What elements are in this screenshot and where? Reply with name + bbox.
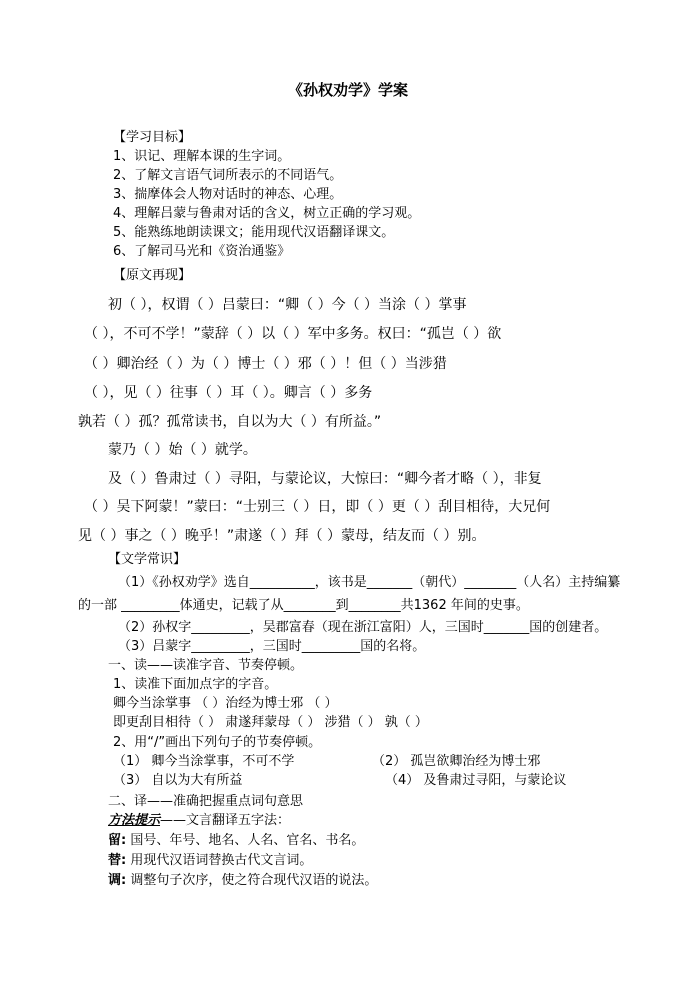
lit-line: （2）孙权字_________，吴郡富春（现在浙江富阳）人，三国时_______国的创建者。 <box>118 620 608 635</box>
goal-item: 4、理解吕蒙与鲁肃对话的含义，树立正确的学习观。 <box>113 206 421 221</box>
method-key: 调: <box>108 873 127 888</box>
text-line: 蒙乃（ ）始（ ）就学。 <box>108 442 257 458</box>
goal-item: 3、揣摩体会人物对话时的神态、心理。 <box>113 187 343 202</box>
goal-item: 2、了解文言语气词所表示的不同语气。 <box>113 168 343 183</box>
method-text: 国号、年号、地名、人名、官名、书名。 <box>126 833 365 848</box>
rhythm-item: （2） 孤岂欲卿治经为博士邪 <box>372 754 541 769</box>
text-line: （ ）卿治经（ ）为（ ）博士（ ）邪（ ）！但（ ）当涉猎 <box>84 356 447 372</box>
text-line: （ ），不可不学！”蒙辞（ ）以（ ）军中多务。权曰：“孤岂（ ）欲 <box>84 326 502 342</box>
text-line: 初（ ），权谓（ ）吕蒙曰：“卿（ ）今（ ）当涂（ ）掌事 <box>108 297 467 313</box>
method-hint <box>108 814 290 827</box>
method-text: 用现代汉语词替换古代文言词。 <box>126 853 313 868</box>
method-text: 调整句子次序，使之符合现代汉语的说法。 <box>126 873 378 888</box>
method-item <box>108 874 377 887</box>
goal-item: 6、了解司马光和《资治通鉴》 <box>113 244 291 259</box>
text-line: 孰若（ ）孤？孤常读书，自以为大（ ）有所益。” <box>78 414 382 430</box>
read-heading: 一、读——读准字音、节奏停顿。 <box>108 658 304 673</box>
text-line: （ ）吴下阿蒙！”蒙曰：“士别三（ ）日，即（ ）更（ ）刮目相待，大兄何 <box>84 499 551 515</box>
rhythm-item: （4） 及鲁肃过寻阳，与蒙论议 <box>385 773 567 788</box>
method-label: 方法提示 <box>108 813 161 828</box>
read-subheading: 1、读准下面加点字的字音。 <box>113 677 278 692</box>
page-title: 《孙权劝学》学案 <box>287 81 408 99</box>
method-key: 替: <box>108 853 127 868</box>
goals-heading: 【学习目标】 <box>113 130 192 145</box>
read-line: 卿今当涂掌事 （ ）治经为博士邪 （ ） <box>113 696 338 711</box>
text-heading: 【原文再现】 <box>113 268 192 283</box>
method-key: 留: <box>108 833 127 848</box>
goal-item: 1、识记、理解本课的生字词。 <box>113 149 291 164</box>
text-line: 见（ ）事之（ ）晚乎！”肃遂（ ）拜（ ）蒙母，结友而（ ）别。 <box>78 528 486 544</box>
method-item <box>108 834 364 847</box>
method-rest: ——文言翻译五字法： <box>160 813 291 828</box>
goal-item: 5、能熟练地朗读课文；能用现代汉语翻译课文。 <box>113 225 395 240</box>
text-line: （ ），见（ ）往事（ ）耳（ ）。卿言（ ）多务 <box>84 385 373 401</box>
translate-heading: 二、译——准确把握重点词句意思 <box>108 794 304 809</box>
rhythm-item: （1） 卿今当涂掌事，不可不学 <box>113 754 295 769</box>
read-subheading: 2、用“/”画出下列句子的节奏停顿。 <box>113 735 322 750</box>
lit-line: （3）吕蒙字_________，三国时_________国的名将。 <box>118 639 426 654</box>
method-item <box>108 854 312 867</box>
read-line: 即更刮目相待（ ） 肃遂拜蒙母（ ） 涉猎（ ） 孰（ ） <box>113 715 428 730</box>
lit-line: （1）《孙权劝学》选自__________，该书是_______（朝代）________（人名）主持编纂 <box>118 575 621 590</box>
lit-heading: 【文学常识】 <box>108 552 187 567</box>
rhythm-item: （3） 自以为大有所益 <box>113 773 243 788</box>
lit-line: 的一部 _________体通史，记载了从________到________共1362 年间的史事。 <box>78 598 529 613</box>
text-line: 及（ ）鲁肃过（ ）寻阳，与蒙论议，大惊曰：“卿今者才略（ ），非复 <box>108 471 542 487</box>
